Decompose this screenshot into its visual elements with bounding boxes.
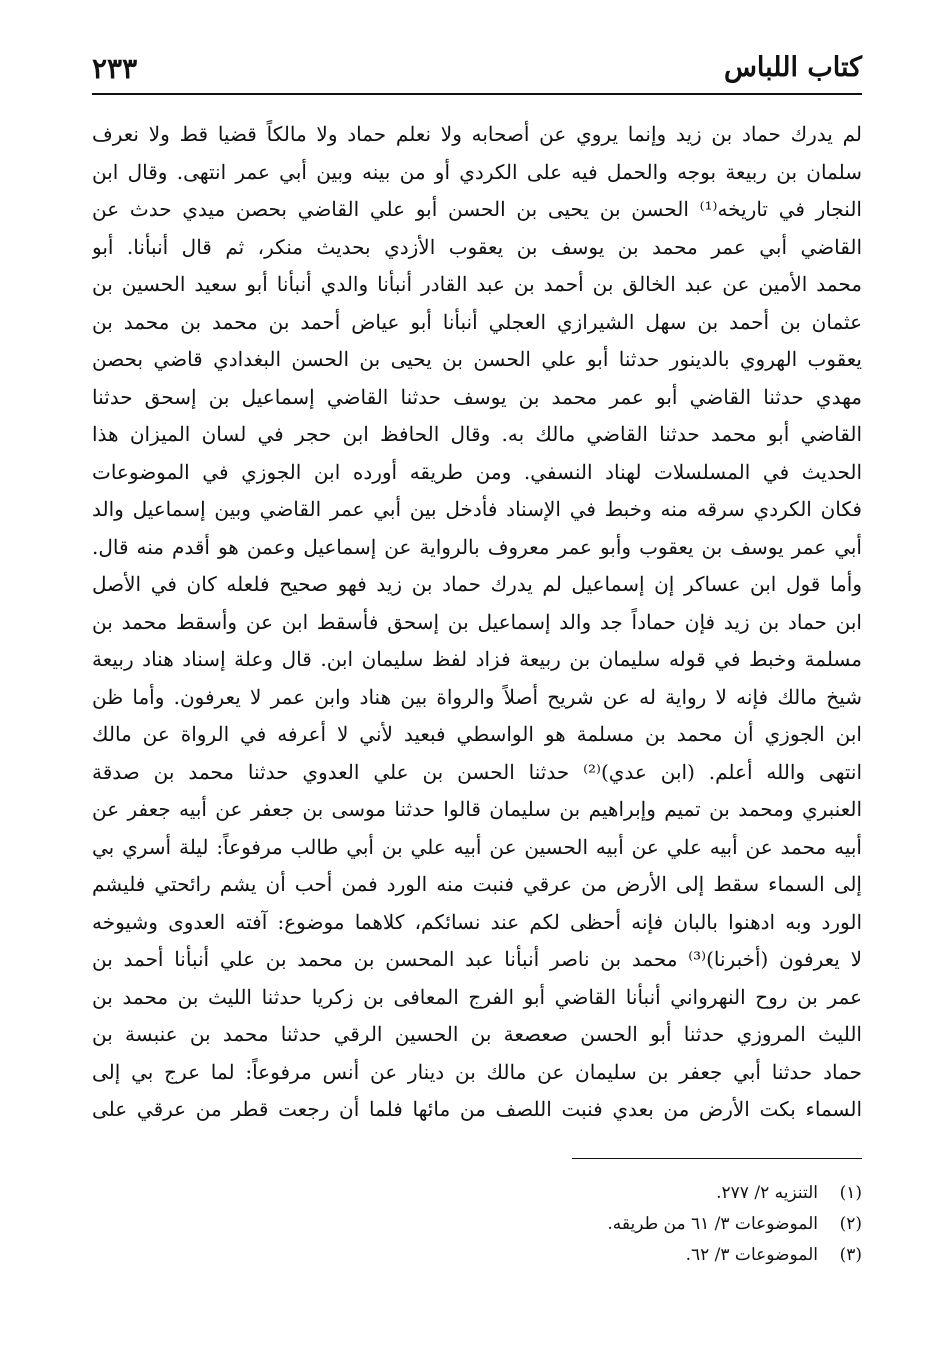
text-line: وأما قول ابن عساكر إن إسماعيل لم يدرك حماد بن زيد فهو صحيح فلعله كان في الأصل: [92, 572, 862, 596]
footnote: [92, 1178, 862, 1209]
footnote: [92, 1240, 862, 1271]
text-line: النجار في تاريخه⁽¹⁾ الحسن بن يحيى بن الحسن أبو علي القاضي بحصن ميدي حدث عن: [92, 197, 862, 221]
text-line: شيخ مالك فإنه لا رواية له عن شريح أصلاً والرواة بين هناد وابن عمر لا يعرفون. وأما ظن: [92, 684, 862, 709]
text-line: أبي عمر يوسف بن يعقوب وأبو عمر معروف بالرواية عن إسماعيل وعمن هو أقدم منه قال.: [92, 534, 862, 559]
text-line: فكان الكردي سرقه منه وخبط في الإسناد فأدخل بين أبي عمر القاضي وبين إسماعيل والد: [92, 497, 862, 521]
text-line: الحديث في المسلسلات لهناد النسفي. ومن طريقه أورده ابن الجوزي في الموضوعات: [92, 459, 862, 484]
footnote-text: الموضوعات ٣/ ٦٢.: [685, 1245, 818, 1265]
footnotes: [92, 1178, 862, 1271]
text-line: حماد حدثنا أبي جعفر بن سليمان عن مالك بن دينار عن أنس مرفوعاً: لما عرج بي إلى: [92, 1059, 862, 1084]
text-line: السماء بكت الأرض من بعدي فنبت اللصف من مائها فلما أن رجعت قطر من عرقي على: [92, 1097, 862, 1121]
text-line: ابن الجوزي أن محمد بن مسلمة هو الواسطي فبعيد لأني لا أعرفه في الرواة عن مالك: [92, 722, 862, 746]
text-line: عمر بن روح النهرواني أنبأنا القاضي أبو الفرج المعافى بن زكريا حدثنا الليث بن محمد بن: [92, 984, 862, 1009]
text-line: ابن حماد بن زيد فإن حماداً جد والد إسماعيل بن إسحق فأسقط ابن عن وأسقط محمد بن: [92, 609, 862, 634]
footnote-number: (١): [839, 1183, 862, 1203]
text-line: القاضي أبو محمد حدثنا القاضي مالك به. وقال الحافظ ابن حجر في لسان الميزان هذا: [92, 422, 862, 446]
footnote-text: الموضوعات ٣/ ٦١ من طريقه.: [607, 1214, 818, 1234]
text-line: مسلمة وخبط في قوله سليمان بن ربيعة فزاد لفظ سليمان ابن. قال وعلة إسناد هناد ربيعة: [92, 647, 862, 671]
page-header: [92, 48, 862, 92]
footnote: [92, 1209, 862, 1240]
text-line: لم يدرك حماد بن زيد وإنما يروي عن أصحابه ولا نعلم حماد ولا مالكاً قضيا قط ولا نعرف: [92, 122, 862, 146]
body-text: [92, 116, 862, 1129]
text-line: لا يعرفون (أخبرنا)⁽³⁾ محمد بن ناصر أنبأنا عبد المحسن بن محمد بن علي أنبأنا أحمد بن: [92, 947, 862, 971]
page-number: ٢٣٣: [92, 52, 138, 85]
text-line: سلمان بن ربيعة بوجه والحمل فيه على الكردي أو من بينه وبين أبي عمر انتهى. وقال ابن: [92, 159, 862, 184]
header-rule: [92, 93, 862, 95]
footnote-text: التنزيه ٢/ ٢٧٧.: [716, 1183, 818, 1203]
footnote-number: (٢): [839, 1214, 862, 1234]
text-line: أبيه محمد عن أبيه علي عن أبيه الحسين عن أبيه علي بن أبي طالب مرفوعاً: ليلة أسري بي: [92, 834, 862, 859]
running-title: كتاب اللباس: [723, 52, 862, 83]
text-line: الليث المروزي حدثنا أبو الحسن صعصعة بن الحسين الرقي حدثنا محمد بن عنبسة بن: [92, 1022, 862, 1046]
footnote-number: (٣): [839, 1245, 862, 1265]
text-line: عثمان بن أحمد بن سهل الشيرازي العجلي أنبأنا أبو عياض أحمد بن محمد بن محمد بن: [92, 309, 862, 334]
text-line: انتهى والله أعلم. (ابن عدي)⁽²⁾ حدثنا الحسن بن علي العدوي حدثنا محمد بن صدقة: [92, 759, 862, 784]
text-line: مهدي حدثنا القاضي أبو عمر محمد بن يوسف حدثنا القاضي إسماعيل بن إسحق حدثنا: [92, 384, 862, 409]
text-line: القاضي أبي عمر محمد بن يوسف بن يعقوب الأزدي بحديث منكر، ثم قال أنبأنا. أبو: [92, 234, 862, 259]
text-line: إلى السماء سقط إلى الأرض من عرقي فنبت منه الورد فمن أحب أن يشم رائحتي فليشم: [92, 872, 862, 896]
text-line: الورد وبه ادهنوا بالبان فإنه أحظى لكم عند نسائكم، كلاهما موضوع: آفته العدوى وشيوخه: [92, 909, 862, 934]
text-line: يعقوب الهروي بالدينور حدثنا أبو علي الحسن بن يحيى بن الحسن البغدادي قاضي بحصن: [92, 347, 862, 371]
text-line: العنبري ومحمد بن تميم وإبراهيم بن سليمان قالوا حدثنا موسى بن جعفر عن أبيه جعفر عن: [92, 797, 862, 821]
text-line: محمد الأمين عن عبد الخالق بن أحمد بن عبد القادر أنبأنا والدي أنبأنا أبو سعيد الحسين بن: [92, 272, 862, 296]
footnote-rule: [572, 1158, 862, 1159]
